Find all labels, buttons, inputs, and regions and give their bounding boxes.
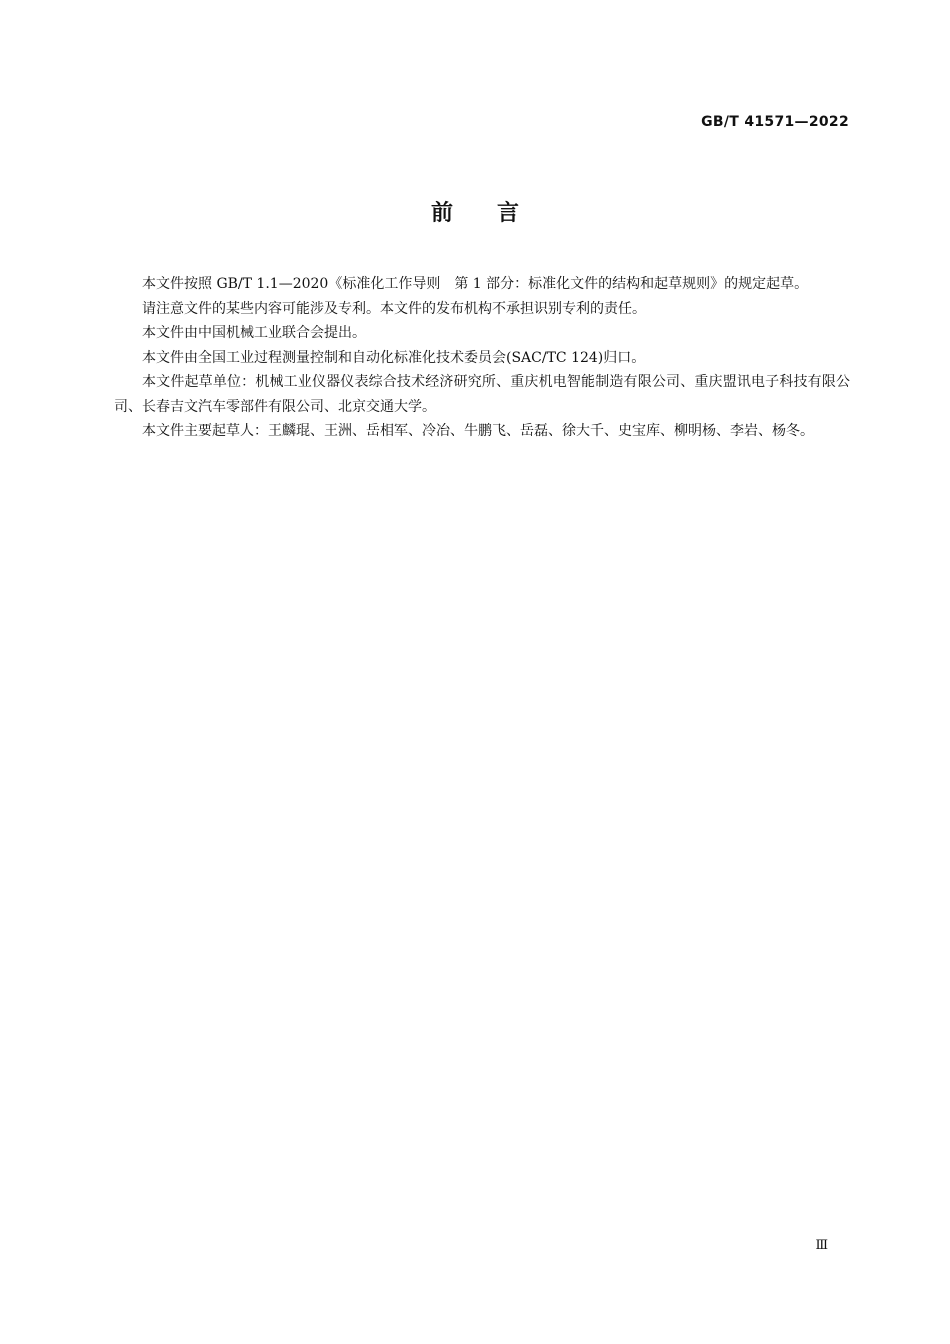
paragraph-drafting-rules: 本文件按照 GB/T 1.1—2020《标准化工作导则 第 1 部分：标准化文件的结构和起草规则》的规定起草。 — [142, 276, 809, 292]
page-number: Ⅲ — [815, 1238, 828, 1253]
paragraph-main-drafters: 本文件主要起草人：王麟琨、王洲、岳相军、冷冶、牛鹏飞、岳磊、徐大千、史宝库、柳明杨、李岩、杨冬。 — [142, 423, 814, 439]
page-title: 前 言 — [430, 201, 519, 226]
foreword-body — [114, 272, 850, 444]
paragraph-under-jurisdiction: 本文件由全国工业过程测量控制和自动化标准化技术委员会(SAC/TC 124)归口。 — [142, 349, 646, 366]
paragraph-patent-notice: 请注意文件的某些内容可能涉及专利。本文件的发布机构不承担识别专利的责任。 — [142, 300, 646, 317]
paragraph-drafting-organizations: 本文件起草单位：机械工业仪器仪表综合技术经济研究所、重庆机电智能制造有限公司、重庆盟讯电子科技有限公司、长春吉文汽车零部件有限公司、北京交通大学。 — [114, 374, 850, 415]
standard-number: GB/T 41571—2022 — [701, 114, 849, 130]
paragraph-proposed-by: 本文件由中国机械工业联合会提出。 — [142, 325, 366, 341]
